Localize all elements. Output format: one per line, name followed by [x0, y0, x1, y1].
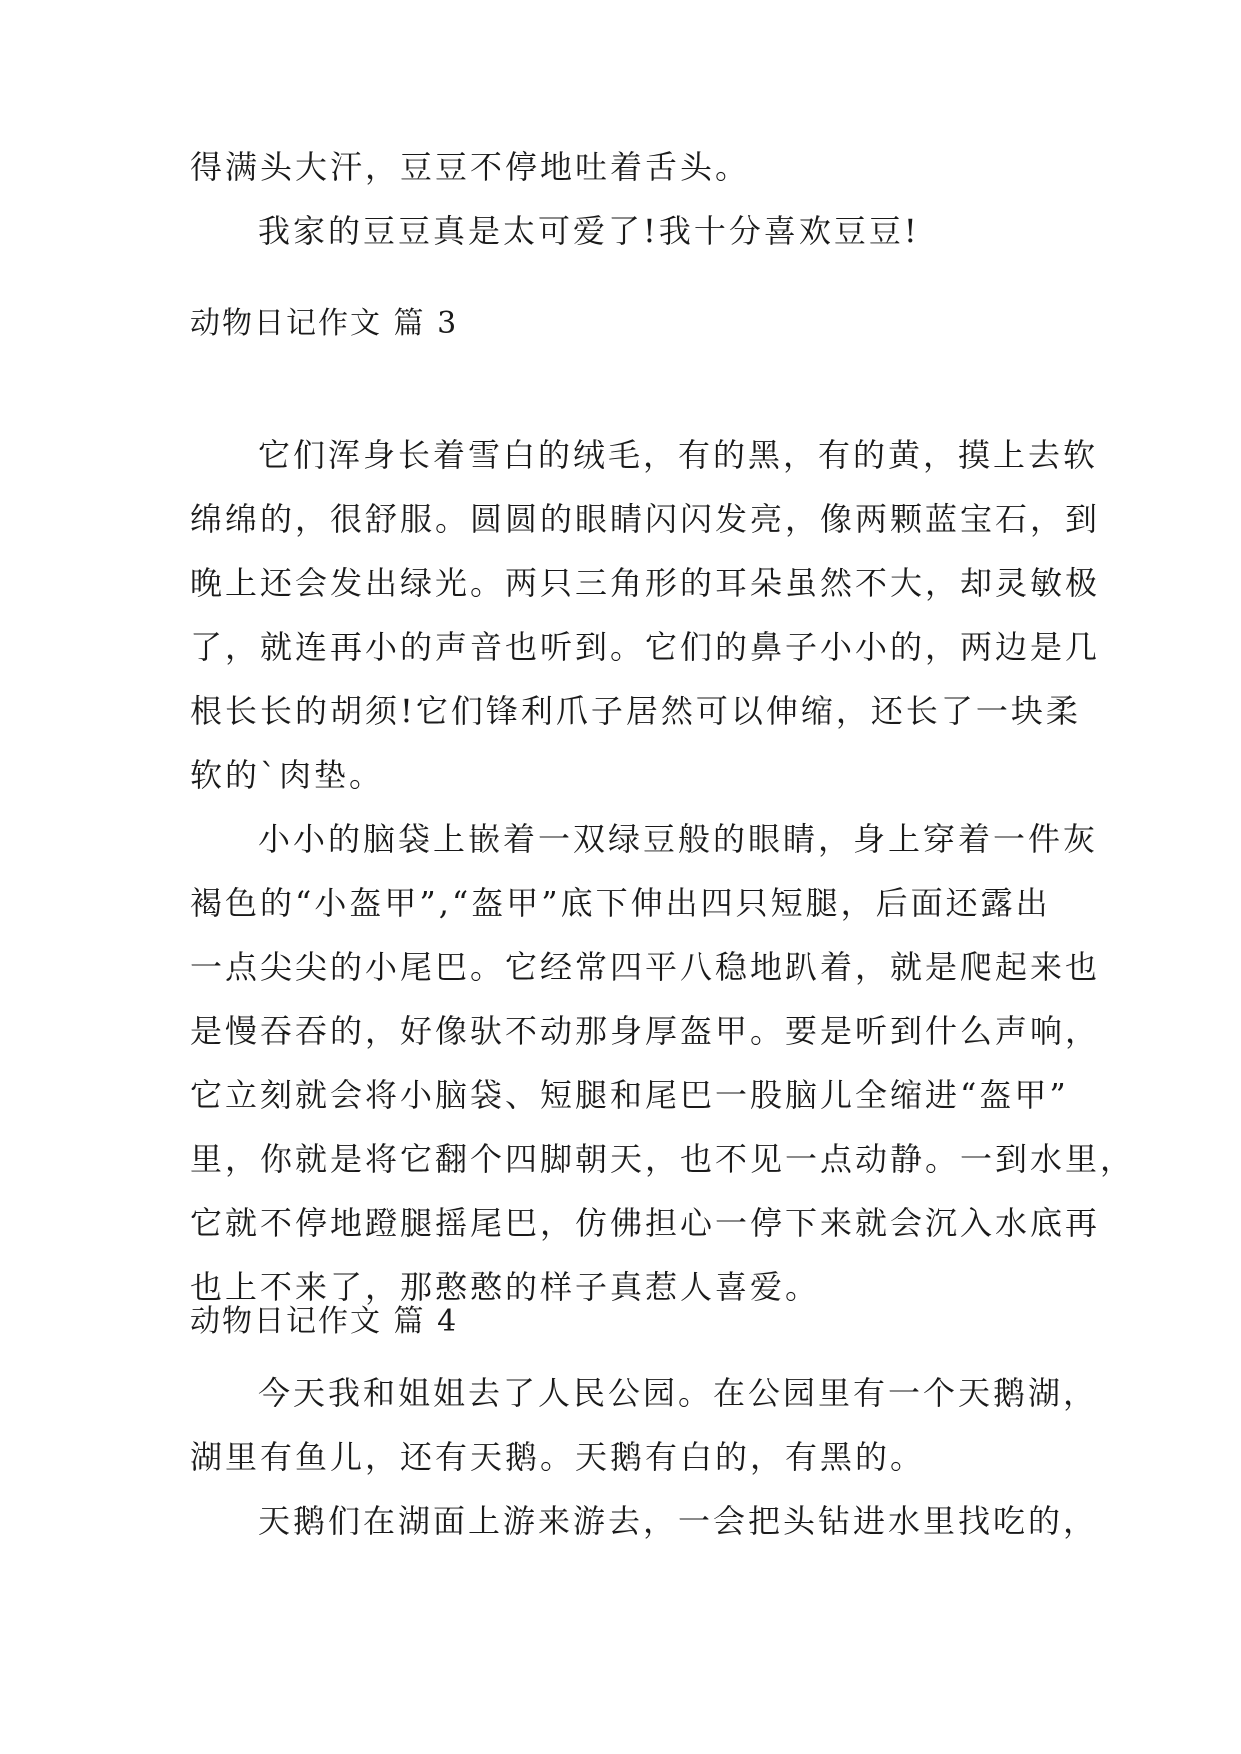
text-line: 今天我和姐姐去了人民公园。在公园里有一个天鹅湖， [258, 1374, 1099, 1412]
section4-paragraph-1 [190, 1361, 1099, 1489]
text-line: 根长长的胡须!它们锋利爪子居然可以伸缩，还长了一块柔 [190, 692, 1081, 730]
intro-paragraph-end [190, 135, 1060, 263]
text-line: 褐色的“小盔甲”,“盔甲”底下伸出四只短腿，后面还露出 [190, 884, 1051, 922]
section-heading-3: 动物日记作文 篇 3 [190, 306, 459, 341]
text-line: 小小的脑袋上嵌着一双绿豆般的眼睛，身上穿着一件灰 [258, 820, 1099, 858]
text-line: 里，你就是将它翻个四脚朝天，也不见一点动静。一到水里， [190, 1140, 1136, 1178]
text-line: 晚上还会发出绿光。两只三角形的耳朵虽然不大，却灵敏极 [190, 564, 1101, 602]
section3-paragraph-1 [190, 423, 1101, 807]
text-line: 它立刻就会将小脑袋、短腿和尾巴一股脑儿全缩进“盔甲” [190, 1076, 1069, 1114]
text-line: 软的`肉垫。 [190, 756, 385, 794]
text-line: 湖里有鱼儿，还有天鹅。天鹅有白的，有黑的。 [190, 1438, 926, 1476]
text-line: 它就不停地蹬腿摇尾巴，仿佛担心一停下来就会沉入水底再 [190, 1204, 1101, 1242]
section-heading-4: 动物日记作文 篇 4 [190, 1304, 459, 1339]
section3-paragraph-2 [190, 807, 1136, 1319]
text-line: 了，就连再小的声音也听到。它们的鼻子小小的，两边是几 [190, 628, 1101, 666]
text-line: 也上不来了，那憨憨的样子真惹人喜爱。 [190, 1268, 821, 1306]
text-line: 天鹅们在湖面上游来游去，一会把头钻进水里找吃的， [258, 1502, 1099, 1540]
text-line: 是慢吞吞的，好像驮不动那身厚盔甲。要是听到什么声响， [190, 1012, 1101, 1050]
text-line: 一点尖尖的小尾巴。它经常四平八稳地趴着，就是爬起来也 [190, 948, 1101, 986]
section4-paragraph-2 [190, 1489, 1099, 1553]
text-line: 得满头大汗，豆豆不停地吐着舌头。 [190, 148, 751, 186]
text-line: 它们浑身长着雪白的绒毛，有的黑，有的黄，摸上去软 [258, 436, 1099, 474]
text-line: 绵绵的，很舒服。圆圆的眼睛闪闪发亮，像两颗蓝宝石，到 [190, 500, 1101, 538]
text-line: 我家的豆豆真是太可爱了!我十分喜欢豆豆! [258, 212, 920, 250]
